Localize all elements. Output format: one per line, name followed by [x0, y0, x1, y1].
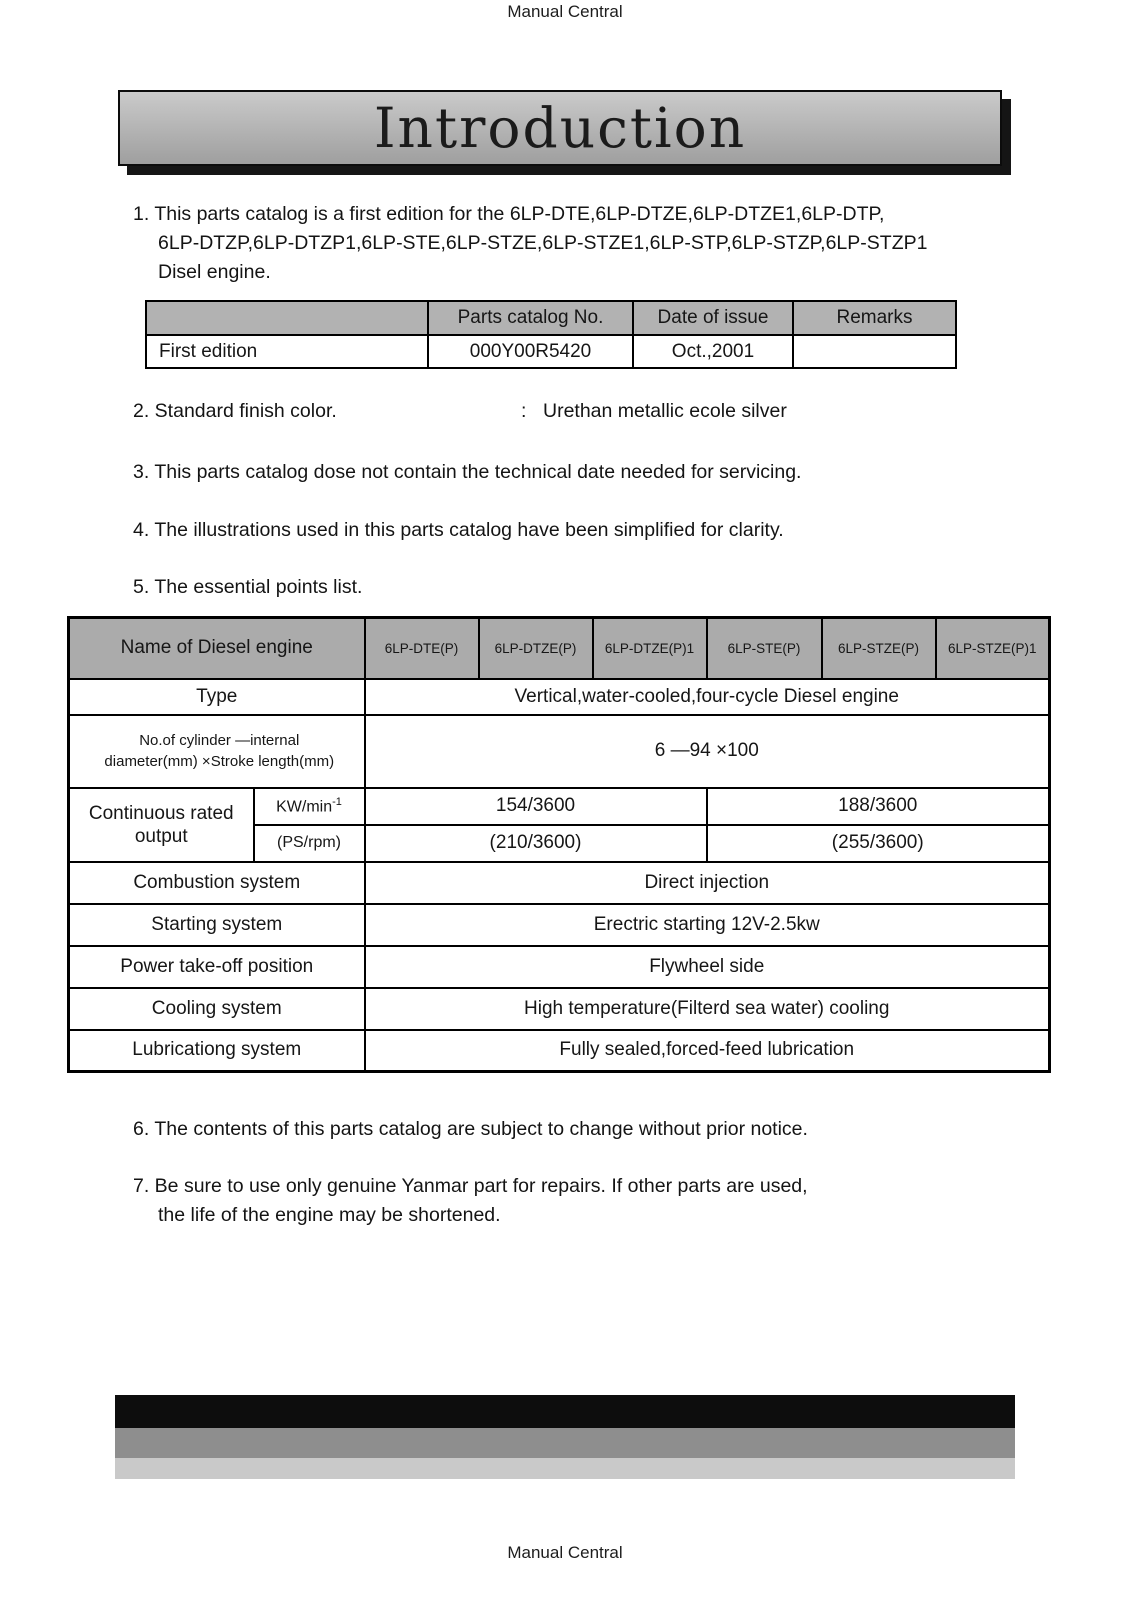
spec-output-label [69, 788, 254, 862]
note-7-line-2: the life of the engine may be shortened. [158, 1204, 501, 1226]
edition-date: Oct.,2001 [633, 335, 793, 368]
note-2 [133, 400, 1033, 429]
spec-header-engine-2: 6LP-DTZE(P) [479, 618, 593, 679]
header-watermark: Manual Central [507, 2, 623, 21]
spec-output-label-line-2: output [134, 825, 188, 847]
edition-header-date: Date of issue [633, 301, 793, 335]
spec-header-engine-3: 6LP-DTZE(P)1 [593, 618, 707, 679]
note-7-line-1: 7. Be sure to use only genuine Yanmar part for repairs. If other parts are used, [133, 1175, 808, 1197]
edition-table-row [146, 335, 956, 368]
spec-output-unit-kw [254, 788, 365, 825]
spec-output-unit-kw-text: KW/min [276, 798, 333, 816]
spec-row-type [69, 679, 1050, 715]
note-6 [133, 1115, 808, 1144]
spec-output-ps-right: (255/3600) [707, 825, 1050, 862]
note-2-colon: : [521, 400, 527, 422]
spec-lubrication-label: Lubricationg system [69, 1030, 365, 1072]
note-2-value: Urethan metallic ecole silver [543, 400, 787, 422]
spec-header-name: Name of Diesel engine [69, 618, 365, 679]
edition-table [145, 300, 957, 369]
spec-row-output-kw [69, 788, 1050, 825]
spec-output-label-line-1: Continuous rated [88, 802, 234, 824]
edition-header-blank [146, 301, 428, 335]
note-1-line-3: Disel engine. [158, 261, 271, 283]
note-4 [133, 516, 784, 545]
footer-bar-light [115, 1458, 1015, 1479]
note-1 [133, 200, 927, 287]
spec-output-kw-right: 188/3600 [707, 788, 1050, 825]
spec-output-unit-ps: (PS/rpm) [254, 825, 365, 862]
spec-cooling-value: High temperature(Filterd sea water) cooling [365, 988, 1050, 1030]
spec-cooling-label: Cooling system [69, 988, 365, 1030]
spec-cylinder-label-line-1: No.of cylinder —internal [139, 732, 300, 749]
page-title: Introduction [373, 95, 747, 160]
title-banner [118, 90, 1002, 166]
note-1-line-1: 1. This parts catalog is a first edition for the 6LP-DTE,6LP-DTZE,6LP-DTZE1,6LP-DTP, [133, 203, 885, 225]
spec-header-engine-1: 6LP-DTE(P) [365, 618, 479, 679]
spec-row-starting [69, 904, 1050, 946]
spec-row-cooling [69, 988, 1050, 1030]
note-5-text: 5. The essential points list. [133, 576, 363, 598]
edition-row-label: First edition [146, 335, 428, 368]
spec-header-row [69, 618, 1050, 679]
spec-table [67, 616, 1051, 1073]
spec-pto-value: Flywheel side [365, 946, 1050, 988]
spec-row-combustion [69, 862, 1050, 904]
footer-bar-gray [115, 1428, 1015, 1458]
footer-watermark: Manual Central [507, 1543, 623, 1562]
spec-header-engine-6: 6LP-STZE(P)1 [936, 618, 1050, 679]
spec-row-cylinder [69, 715, 1050, 788]
spec-row-pto [69, 946, 1050, 988]
spec-type-label: Type [69, 679, 365, 715]
note-3 [133, 458, 801, 487]
spec-starting-label: Starting system [69, 904, 365, 946]
spec-header-engine-4: 6LP-STE(P) [707, 618, 822, 679]
spec-cylinder-label-line-2: diameter(mm) ×Stroke length(mm) [104, 753, 335, 770]
edition-table-header-row [146, 301, 956, 335]
spec-pto-label: Power take-off position [69, 946, 365, 988]
note-2-label: 2. Standard finish color. [133, 400, 337, 422]
edition-catalog-no: 000Y00R5420 [428, 335, 633, 368]
spec-cylinder-value: 6 —94 ×100 [365, 715, 1050, 788]
note-1-line-2: 6LP-DTZP,6LP-DTZP1,6LP-STE,6LP-STZE,6LP-STZE1,6LP-STP,6LP-STZP,6LP-STZP1 [158, 232, 928, 254]
edition-header-catalog-no: Parts catalog No. [428, 301, 633, 335]
note-3-text: 3. This parts catalog dose not contain the technical date needed for servicing. [133, 461, 802, 483]
spec-lubrication-value: Fully sealed,forced-feed lubrication [365, 1030, 1050, 1072]
note-6-text: 6. The contents of this parts catalog are subject to change without prior notice. [133, 1118, 808, 1140]
spec-combustion-label: Combustion system [69, 862, 365, 904]
spec-combustion-value: Direct injection [365, 862, 1050, 904]
spec-header-engine-5: 6LP-STZE(P) [822, 618, 936, 679]
spec-output-kw-left: 154/3600 [365, 788, 707, 825]
spec-type-value: Vertical,water-cooled,four-cycle Diesel engine [365, 679, 1050, 715]
note-5 [133, 573, 362, 602]
spec-output-ps-left: (210/3600) [365, 825, 707, 862]
footer-bar-black [115, 1395, 1015, 1428]
edition-remarks [793, 335, 956, 368]
note-7 [133, 1172, 808, 1230]
spec-output-unit-kw-sup: -1 [332, 795, 342, 808]
spec-row-lubrication [69, 1030, 1050, 1072]
spec-cylinder-label [69, 715, 365, 788]
note-4-text: 4. The illustrations used in this parts catalog have been simplified for clarity. [133, 519, 784, 541]
spec-starting-value: Erectric starting 12V-2.5kw [365, 904, 1050, 946]
edition-header-remarks: Remarks [793, 301, 956, 335]
